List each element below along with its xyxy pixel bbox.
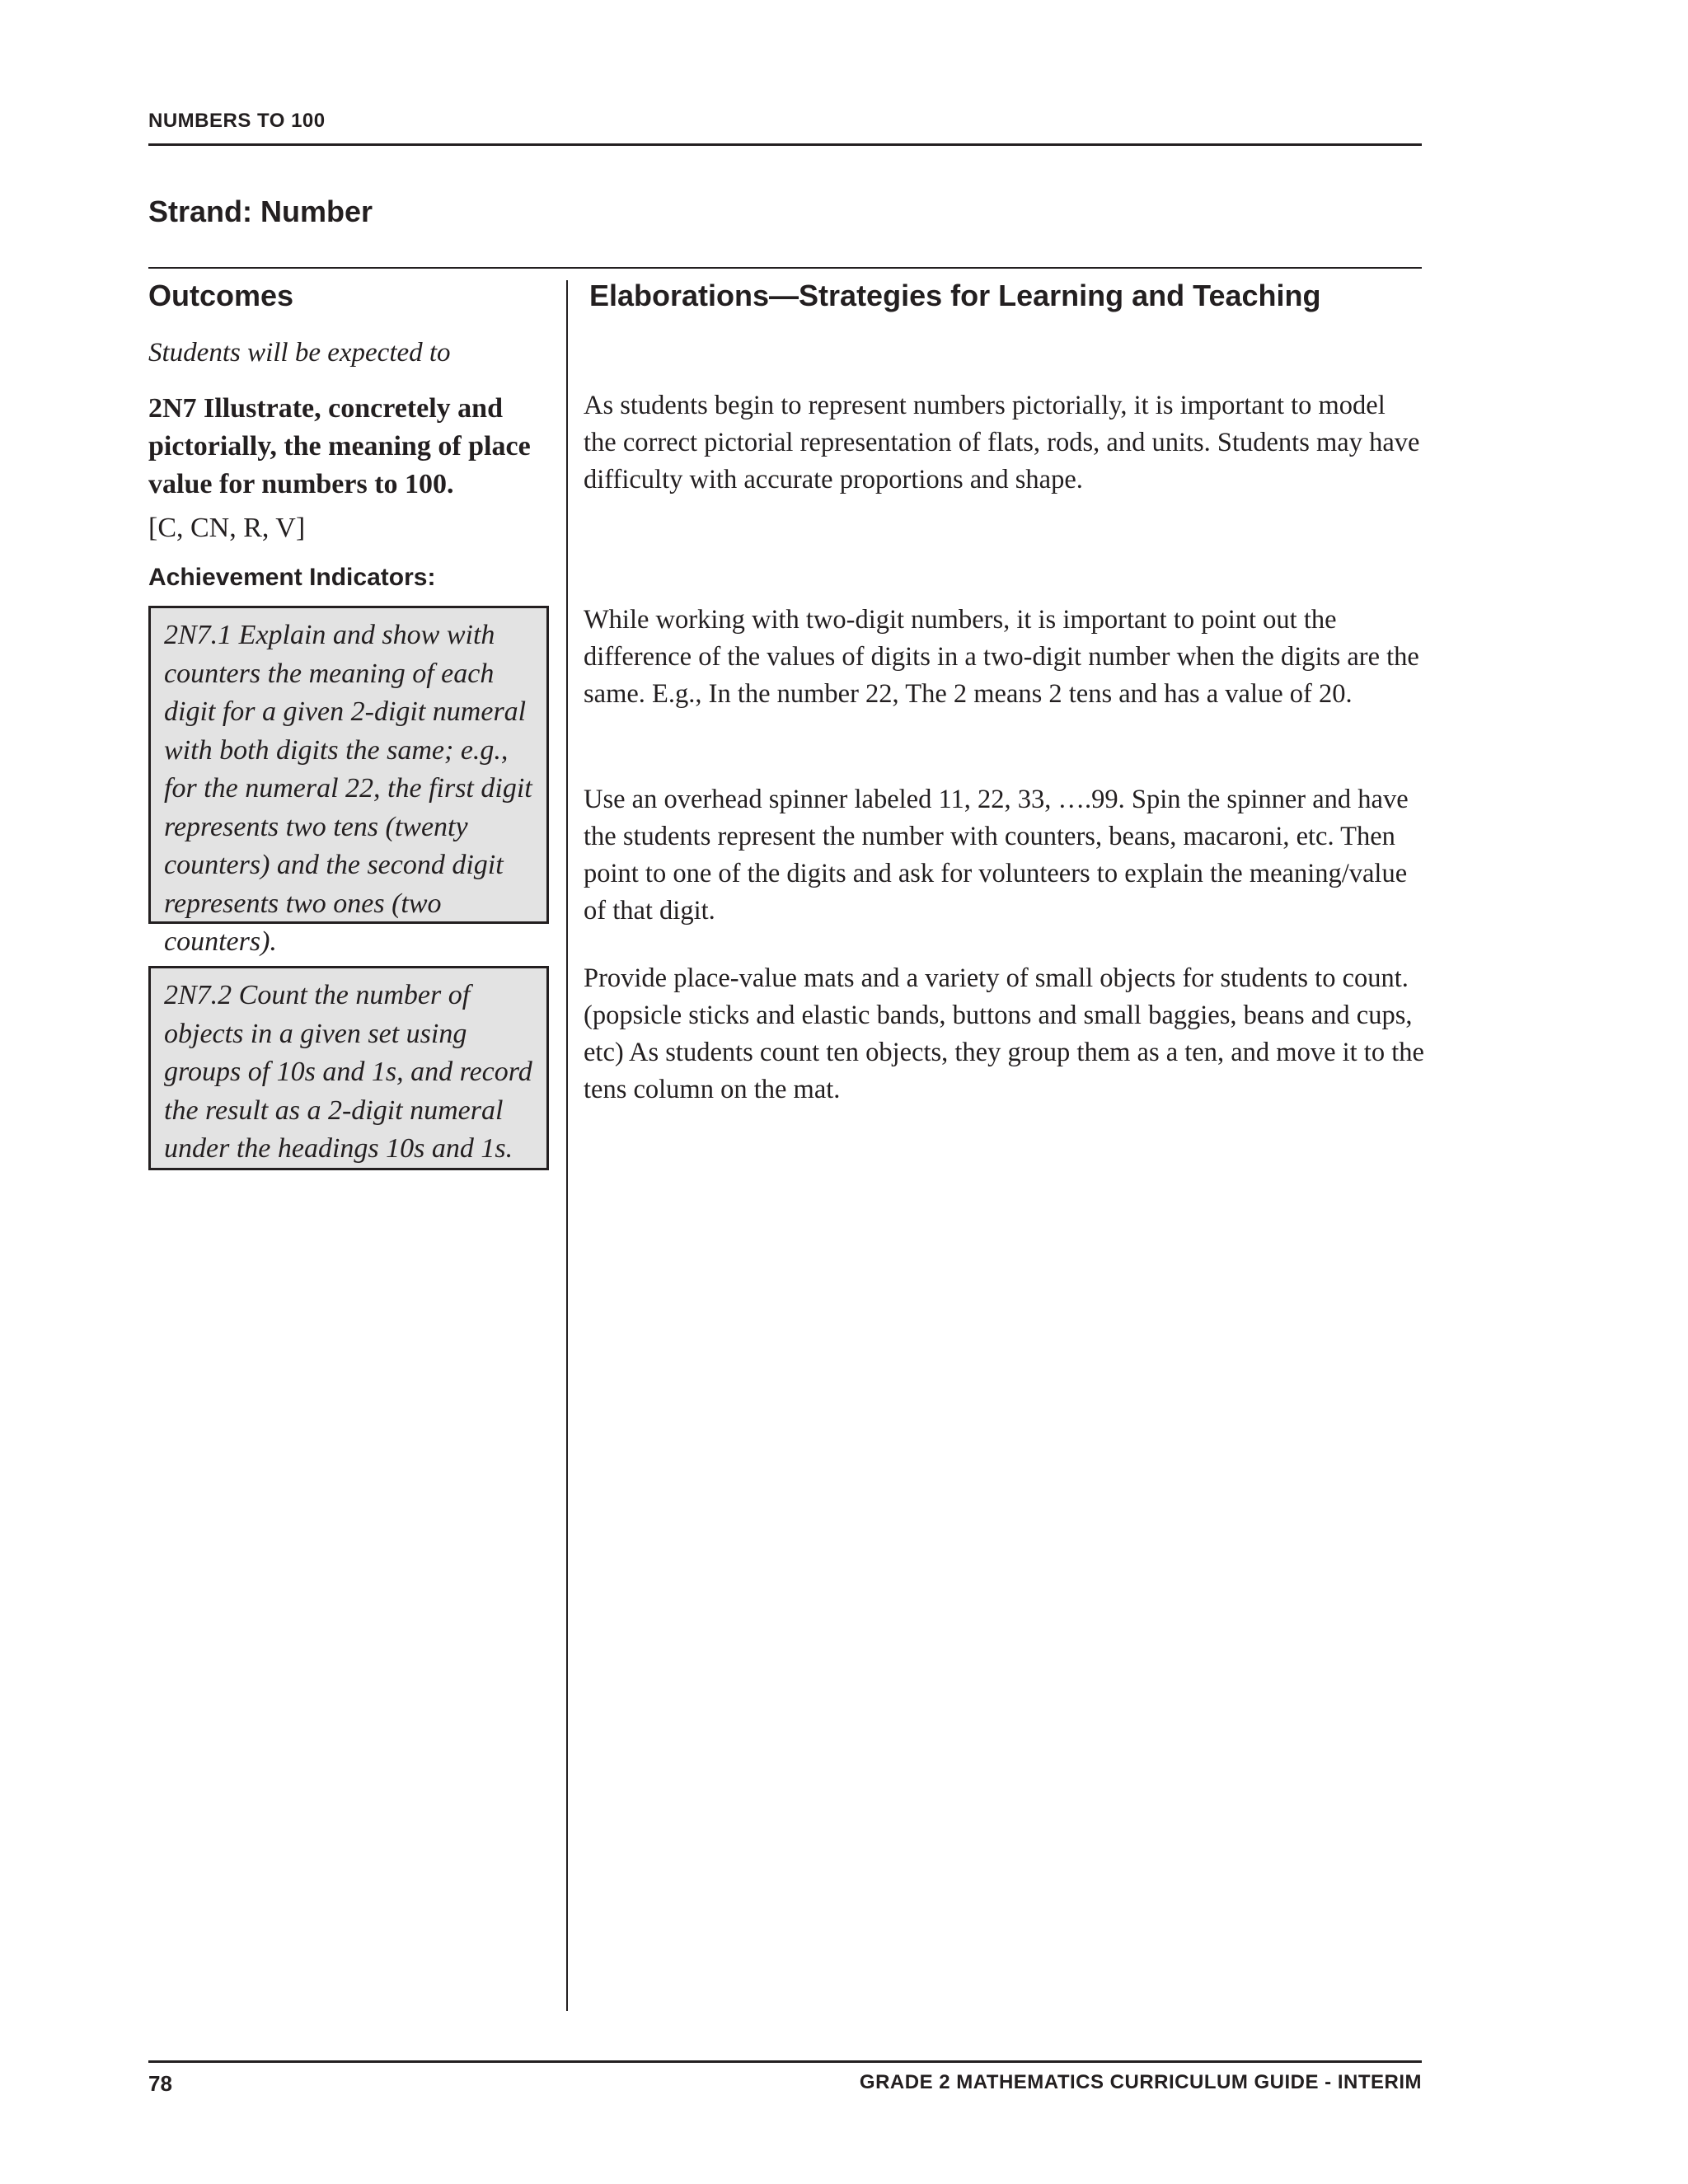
page-number: 78 bbox=[148, 2071, 172, 2096]
strand-rule bbox=[148, 267, 1422, 269]
outcome-statement: 2N7 Illustrate, concretely and pictorially, the meaning of place value for numbers to 100. bbox=[148, 393, 531, 499]
elaborations-heading: Elaborations—Strategies for Learning and Teaching bbox=[589, 279, 1321, 312]
outcomes-heading: Outcomes bbox=[148, 279, 294, 312]
achievement-indicators-heading: Achievement Indicators: bbox=[148, 564, 436, 591]
indicator-box: 2N7.2 Count the number of objects in a given set using groups of 10s and 1s, and record the result as a 2-digit numeral under the headings 10s and 1s. bbox=[148, 966, 549, 1170]
footer-title: GRADE 2 MATHEMATICS CURRICULUM GUIDE - INTERIM bbox=[859, 2071, 1422, 2093]
elaboration-paragraph: Use an overhead spinner labeled 11, 22, 33, ….99. Spin the spinner and have the students represent the number with counters, beans, macaroni, etc. Then point to one of the digits and ask for volunteers to explain the meaning/value of that digit. bbox=[584, 785, 1409, 926]
indicator-box: 2N7.1 Explain and show with counters the meaning of each digit for a given 2-digit numeral with both digits the same; e.g., for the numeral 22, the first digit represents two tens (twenty counters) and the second digit represents two ones (two counters). bbox=[148, 606, 549, 924]
expected-text: Students will be expected to bbox=[148, 338, 451, 368]
footer-rule bbox=[148, 2060, 1422, 2063]
column-divider bbox=[566, 280, 568, 2011]
strand-title: Strand: Number bbox=[148, 194, 373, 228]
running-head: NUMBERS TO 100 bbox=[148, 110, 326, 132]
outcome-codes: [C, CN, R, V] bbox=[148, 513, 306, 543]
elaboration-paragraph: Provide place-value mats and a variety of small objects for students to count. (popsicle sticks and elastic bands, buttons and small baggies, beans and cups, etc) As students count ten objects, they group them as a ten, and move it to the tens column on the mat. bbox=[584, 963, 1424, 1104]
elaboration-paragraph: While working with two-digit numbers, it is important to point out the difference of the values of digits in a two-digit number when the digits are the same. E.g., In the number 22, The 2 means 2 tens and has a value of 20. bbox=[584, 605, 1419, 709]
header-rule bbox=[148, 143, 1422, 146]
elaboration-paragraph: As students begin to represent numbers pictorially, it is important to model the correct pictorial representation of flats, rods, and units. Students may have difficulty with accurate proportions and shape. bbox=[584, 391, 1420, 494]
